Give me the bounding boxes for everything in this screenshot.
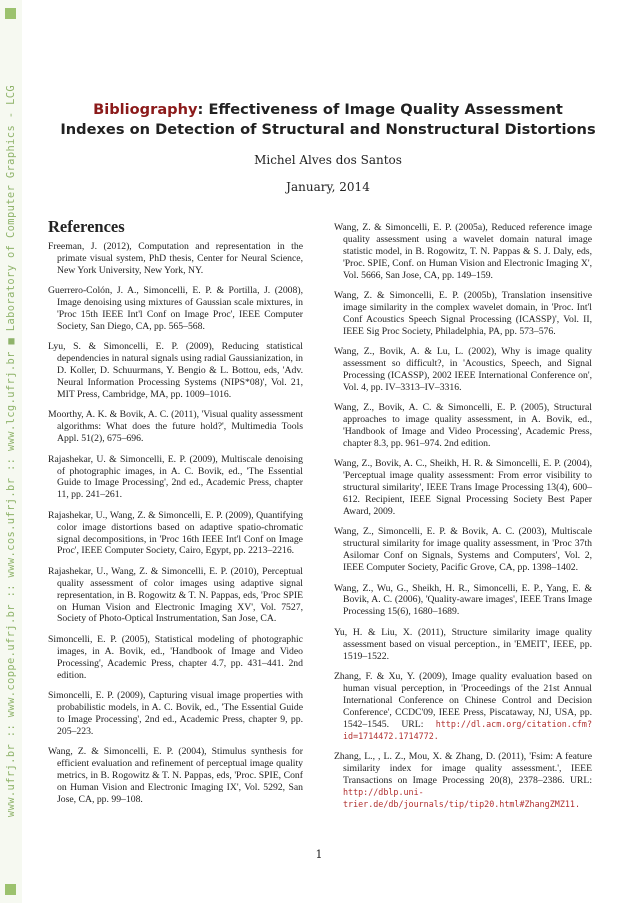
author: Michel Alves dos Santos	[254, 153, 402, 167]
url-label: URL:	[401, 718, 424, 730]
reference-item: Simoncelli, E. P. (2005), Statistical modeling of photographic images, in A. Bovik, ed., 'Handbook of Image and Video Processing', Academic Press, chapter 4.7, pp. 431–441. 2nd edition.	[48, 633, 303, 681]
reference-item: Wang, Z., Bovik, A. C., Sheikh, H. R. & Simoncelli, E. P. (2004), 'Perceptual image quality assessment: From error visibility to structural similarity', IEEE Trans Image Processing 13(4), 600–612. Recipient, IEEE Signal Processing Society Best Paper Award, 2009.	[334, 458, 592, 518]
reference-item: Freeman, J. (2012), Computation and representation in the primate visual system, PhD thesis, Center for Neural Science, New York University, New York, NY.	[48, 241, 303, 276]
title-rest: : Effectiveness of Image Quality Assessment Indexes on Detection of Structural and Nonstructural Distortions	[60, 101, 596, 138]
reference-item: Yu, H. & Liu, X. (2011), Structure similarity image quality assessment based on visual perception., in 'EMEIT', IEEE, pp. 1519–1522.	[334, 626, 592, 662]
reference-item: Moorthy, A. K. & Bovik, A. C. (2011), 'Visual quality assessment algorithms: What does the future hold?', Multimedia Tools Appl. 51(2), 675–696.	[48, 409, 303, 445]
reference-item: Rajashekar, U., Wang, Z. & Simoncelli, E. P. (2010), Perceptual quality assessment of color images using adaptive signal representation, in B. Rogowitz & T. N. Pappas, eds, 'Proc SPIE on Human Vision and Electronic Imaging XV', Vol. 7527, Society of Photo-Optical Instrumentation, San Jose, CA.	[48, 565, 303, 625]
reference-item: Wang, Z. & Simoncelli, E. P. (2005a), Reduced reference image quality assessment using a wavelet domain natural image statistic model, in B. Rogowitz, T. N. Pappas & S. J. Daly, eds, 'Proc. SPIE, Conf. on Human Vision and Electronic Imaging X', Vol. 5666, San Jose, CA, pp. 149–159.	[334, 222, 592, 281]
reference-item-with-url	[334, 671, 592, 742]
reference-text: Zhang, L., , L. Z., Mou, X. & Zhang, D. (2011), 'Fsim: A feature similarity index for image quality assessment.', IEEE Transactions on Image Processing 20(8), 2378–2386.	[334, 750, 592, 786]
date: January, 2014	[286, 180, 370, 194]
references-heading: References	[48, 217, 125, 236]
reference-link[interactable]: http://dl.acm.org/citation.cfm?id=1714472.1714772.	[343, 718, 592, 741]
reference-item: Wang, Z., Bovik, A. & Lu, L. (2002), Why is image quality assessment so difficult?, in 'Acoustics, Speech, and Signal Processing (ICASSP), 2002 IEEE International Conference on', Vol. 4, pp. IV–3313–IV–3316.	[334, 346, 592, 393]
references-left-column	[48, 241, 303, 814]
page-title	[60, 100, 596, 140]
reference-item-with-url	[334, 751, 592, 811]
reference-item: Wang, Z., Wu, G., Sheikh, H. R., Simoncelli, E. P., Yang, E. & Bovik, A. C. (2006), 'Quality-aware images', IEEE Trans Image Processing 15(6), 1680–1689.	[334, 582, 592, 618]
references-right-column	[334, 222, 592, 819]
page-number: 1	[315, 848, 323, 861]
reference-item: Rajashekar, U. & Simoncelli, E. P. (2009), Multiscale denoising of photographic images, in A. C. Bovik, ed., 'The Essential Guide to Image Processing', 2nd ed., Academic Press, chapter 11, pp. 241–261.	[48, 453, 303, 501]
reference-item: Wang, Z. & Simoncelli, E. P. (2004), Stimulus synthesis for efficient evaluation and refinement of perceptual image quality metrics, in B. Rogowitz & T. N. Pappas, eds, 'Proc. SPIE, Conf on Human Vision and Electronic Imaging IX', Vol. 5292, San Jose, CA, pp. 99–108.	[48, 746, 303, 805]
title-highlight[interactable]: Bibliography	[93, 101, 198, 118]
reference-item: Wang, Z., Simoncelli, E. P. & Bovik, A. C. (2003), Multiscale structural similarity for image quality assessment, in 'Proc 37th Asilomar Conf on Signals, Systems and Computers', Vol. 2, IEEE Computer Society, Pacific Grove, CA, pp. 1398–1402.	[334, 526, 592, 574]
sidebar-url-text: www.ufrj.br :: www.coppe.ufrj.br :: www.cos.ufrj.br :: www.lcg.ufrj.br ■ Laboratory of Computer Graphics - LCG	[5, 84, 17, 818]
reference-item: Rajashekar, U., Wang, Z. & Simoncelli, E. P. (2009), Quantifying color image distortions based on adaptive spatio-chromatic signal decompositions, in 'Proc 16th IEEE Int'l Conf on Image Proc', IEEE Computer Society, Cairo, Egypt, pp. 2213–2216.	[48, 509, 303, 557]
lcg-square-icon	[5, 884, 16, 895]
lcg-square-icon	[5, 8, 16, 19]
reference-item: Guerrero-Colón, J. A., Simoncelli, E. P. & Portilla, J. (2008), Image denoising using mixtures of Gaussian scale mixtures, in 'Proc 15th IEEE Int'l Conf on Image Proc', IEEE Computer Society, San Diego, CA, pp. 565–568.	[48, 285, 303, 332]
reference-item: Wang, Z., Bovik, A. C. & Simoncelli, E. P. (2005), Structural approaches to image quality assessment, in A. Bovik, ed., 'Handbook of Image and Video Processing', Academic Press, chapter 8.3, pp. 961–974. 2nd edition.	[334, 402, 592, 449]
reference-item: Simoncelli, E. P. (2009), Capturing visual image properties with probabilistic models, in A. C. Bovik, ed., 'The Essential Guide to Image Processing', 2nd ed., Academic Press, chapter 9, pp. 205–223.	[48, 690, 303, 737]
sidebar-banner	[0, 0, 22, 903]
url-label: URL:	[569, 774, 593, 786]
reference-link[interactable]: http://dblp.uni-trier.de/db/journals/tip/tip20.html#ZhangZMZ11.	[343, 786, 580, 809]
reference-item: Lyu, S. & Simoncelli, E. P. (2009), Reducing statistical dependencies in natural signals using radial Gaussianization, in D. Koller, D. Schuurmans, Y. Bengio & L. Bottou, eds, 'Adv. Neural Information Processing Systems (NIPS*08)', Vol. 21, MIT Press, Cambridge, MA, pp. 1009–1016.	[48, 341, 303, 400]
reference-item: Wang, Z. & Simoncelli, E. P. (2005b), Translation insensitive image similarity in the complex wavelet domain, in 'Proc. Int'l Conf Acoustics Speech Signal Processing (ICASSP)', Vol. II, IEEE Sig Proc Society, Philadelphia, PA, pp. 573–576.	[334, 290, 592, 337]
reference-text: Zhang, F. & Xu, Y. (2009), Image quality evaluation based on human visual perception, in 'Proceedings of the 21st Annual International Conference on Chinese Control and Decision Conference', CCDC'09, IEEE Press, Piscataway, NJ, USA, pp. 1542–1545.	[334, 671, 592, 730]
